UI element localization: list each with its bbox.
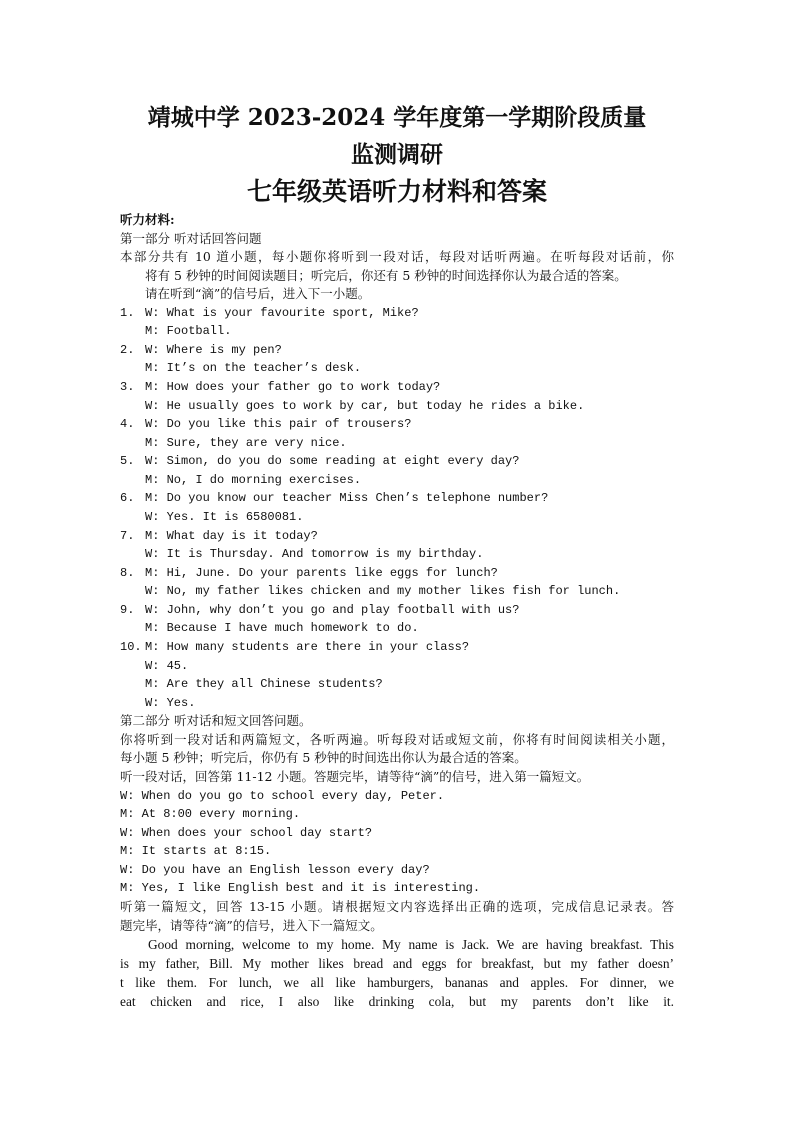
part1-instruction-3: 请在听到“滴”的信号后，进入下一小题。 (145, 286, 371, 301)
question-item-line: W: Yes. It is 6580081. (145, 510, 304, 524)
question-item: 7. M: What day is it today? (120, 529, 318, 543)
question-item: 9. W: John, why don’t you go and play football with us? (120, 603, 520, 617)
question-item-line: M: Sure, they are very nice. (145, 436, 347, 450)
question-item-line: W: 45. (145, 659, 189, 673)
title-line-2: 监测调研 (351, 141, 443, 168)
question-item-line: W: Yes. (145, 696, 196, 710)
part1-instruction-1: 本部分共有 10 道小题，每小题你将听到一段对话，每段对话听两遍。在听每段对话前，你 (120, 249, 674, 264)
passage-line: t like them. For lunch, we all like hamburgers, bananas and apples. For dinner, we (120, 975, 674, 990)
passage-line: is my father, Bill. My mother likes bread and eggs for breakfast, but my father doesn’ (120, 956, 674, 971)
listening-label: 听力材料: (120, 212, 175, 227)
question-item-line: M: Are they all Chinese students? (145, 677, 383, 691)
question-item: 8. M: Hi, June. Do your parents like eggs for lunch? (120, 566, 498, 580)
part1-instruction-2: 将有 5 秒钟的时间阅读题目；听完后，你还有 5 秒钟的时间选择你认为最合适的答案。 (145, 268, 627, 283)
question-item-line: M: It’s on the teacher’s desk. (145, 361, 362, 375)
title-line-3: 七年级英语听力材料和答案 (246, 177, 547, 206)
question-item-line: W: No, my father likes chicken and my mother likes fish for lunch. (145, 584, 621, 598)
dialogue-line: M: At 8:00 every morning. (120, 807, 301, 821)
question-item: 4. W: Do you like this pair of trousers? (120, 417, 412, 431)
dialogue-line: W: When does your school day start? (120, 826, 373, 840)
question-item-line: W: It is Thursday. And tomorrow is my birthday. (145, 547, 484, 561)
passage-instruction-2: 题完毕，请等待“滴”的信号，进入下一篇短文。 (120, 918, 383, 933)
title-line-1: 靖城中学 2023-2024 学年度第一学期阶段质量 (147, 104, 647, 131)
question-item: 6. M: Do you know our teacher Miss Chen’s telephone number? (120, 491, 549, 505)
question-item: 2. W: Where is my pen? (120, 343, 282, 357)
question-item: 5. W: Simon, do you do some reading at eight every day? (120, 454, 520, 468)
passage-instruction-1: 听第一篇短文，回答 13-15 小题。请根据短文内容选择出正确的选项，完成信息记录表。答 (120, 899, 674, 914)
question-item: 3. M: How does your father go to work today? (120, 380, 441, 394)
dialogue-line: M: Yes, I like English best and it is interesting. (120, 881, 481, 895)
passage-line: Good morning, welcome to my home. My name is Jack. We are having breakfast. This (148, 937, 674, 952)
dialogue-line: M: It starts at 8:15. (120, 844, 272, 858)
part1-heading: 第一部分 听对话回答问题 (120, 231, 262, 246)
part2-heading: 第二部分 听对话和短文回答问题。 (120, 713, 312, 728)
dialogue-line: W: When do you go to school every day, Peter. (120, 789, 445, 803)
question-item: 10. M: How many students are there in your class? (120, 640, 470, 654)
question-item-line: M: Football. (145, 324, 232, 338)
question-item-line: W: He usually goes to work by car, but today he rides a bike. (145, 399, 585, 413)
part2-instruction-1: 你将听到一段对话和两篇短文，各听两遍。听每段对话或短文前，你将有时间阅读相关小题， (120, 732, 674, 747)
passage-line: eat chicken and rice, I also like drinking cola, but my parents don’t like it. (120, 994, 674, 1009)
part2-instruction-2: 每小题 5 秒钟；听完后，你仍有 5 秒钟的时间选出你认为最合适的答案。 (120, 750, 527, 765)
question-item-line: M: No, I do morning exercises. (145, 473, 362, 487)
question-item-line: M: Because I have much homework to do. (145, 621, 419, 635)
question-item: 1. W: What is your favourite sport, Mike? (120, 306, 419, 320)
dialogue-line: W: Do you have an English lesson every day? (120, 863, 430, 877)
part2-instruction-3: 听一段对话，回答第 11-12 小题。答题完毕，请等待“滴”的信号，进入第一篇短文。 (120, 769, 590, 784)
